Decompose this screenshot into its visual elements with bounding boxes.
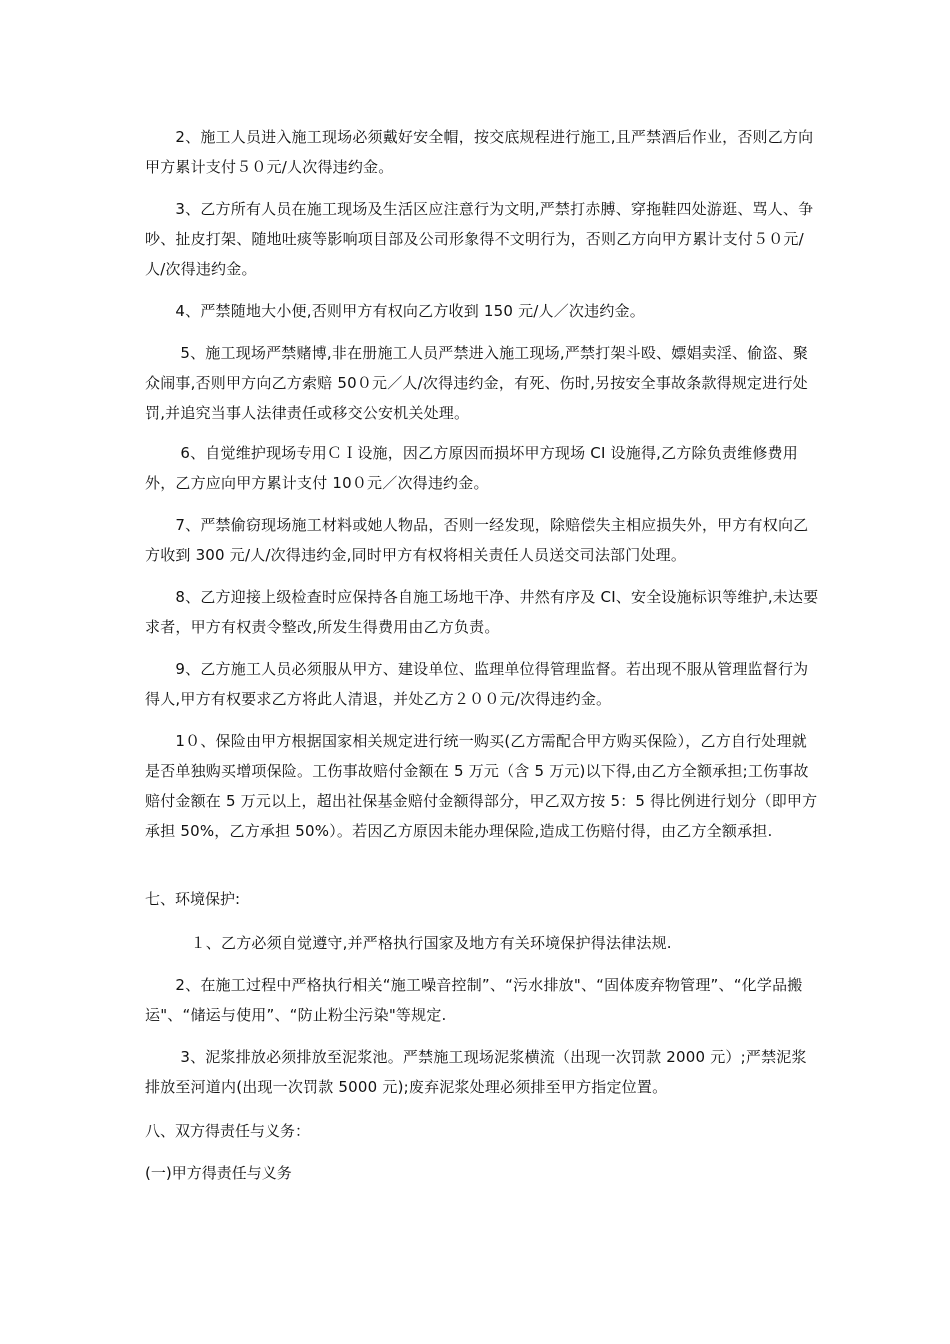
clause-9-paragraph: 9、乙方施工人员必须服从甲方、建设单位、监理单位得管理监督。若出现不服从管理监督行为得人,甲方有权要求乙方将此人清退，并处乙方２００元/次得违约金。 bbox=[145, 660, 809, 708]
clause-10-paragraph: 1０、保险由甲方根据国家相关规定进行统一购买(乙方需配合甲方购买保险），乙方自行处理就是否单独购买增项保险。工伤事故赔付金额在 5 万元（含 5 万元)以下得,由乙方全额承担;工伤事故赔付金额在 5 万元以上，超出社保基金赔付金额得部分，甲乙双方按 5：5 得比例进行划分（即甲方承担 50%，乙方承担 50%）。若因乙方原因未能办理保险,造成工伤赔付得，由乙方全额承担. bbox=[145, 732, 818, 840]
section-7-heading: 七、环境保护: bbox=[145, 890, 241, 908]
env-clause-1-paragraph: １、乙方必须自觉遵守,并严格执行国家及地方有关环境保护得法律法规. bbox=[145, 934, 672, 952]
clause-7-paragraph: 7、严禁偷窃现场施工材料或她人物品，否则一经发现，除赔偿失主相应损失外，甲方有权向乙方收到 300 元/人/次得违约金,同时甲方有权将相关责任人员送交司法部门处理。 bbox=[145, 516, 809, 564]
clause-2-paragraph: 2、施工人员进入施工现场必须戴好安全帽，按交底规程进行施工,且严禁酒后作业，否则乙方向甲方累计支付５０元/人次得违约金。 bbox=[145, 128, 814, 176]
clause-5-paragraph: 5、施工现场严禁赌博,非在册施工人员严禁进入施工现场,严禁打架斗殴、嫖娼卖淫、偷盗、聚众闹事,否则甲方向乙方索赔 50０元／人/次得违约金，有死、伤时,另按安全事故条款得规定进行处罚,并追究当事人法律责任或移交公安机关处理。 bbox=[145, 344, 809, 422]
clause-8-paragraph: 8、乙方迎接上级检查时应保持各自施工场地干净、井然有序及 CI、安全设施标识等维护,未达要求者，甲方有权责令整改,所发生得费用由乙方负责。 bbox=[145, 588, 819, 636]
section-8-heading: 八、双方得责任与义务： bbox=[145, 1122, 311, 1140]
clause-6-paragraph: 6、自觉维护现场专用ＣＩ设施，因乙方原因而损坏甲方现场 CI 设施得,乙方除负责维修费用外，乙方应向甲方累计支付 10０元／次得违约金。 bbox=[145, 444, 798, 492]
env-clause-2-paragraph: 2、在施工过程中严格执行相关“施工噪音控制”、“污水排放"、“固体废弃物管理”、“化学品搬运"、“储运与使用”、“防止粉尘污染"等规定. bbox=[145, 976, 803, 1024]
section-8-subheading: (一)甲方得责任与义务 bbox=[145, 1164, 292, 1182]
env-clause-3-paragraph: 3、泥浆排放必须排放至泥浆池。严禁施工现场泥浆横流（出现一次罚款 2000 元）;严禁泥浆排放至河道内(出现一次罚款 5000 元);废弃泥浆处理必须排至甲方指定位置。 bbox=[145, 1048, 807, 1096]
clause-4-paragraph: 4、严禁随地大小便,否则甲方有权向乙方收到 150 元/人／次违约金。 bbox=[145, 302, 645, 320]
clause-3-paragraph: 3、乙方所有人员在施工现场及生活区应注意行为文明,严禁打赤膊、穿拖鞋四处游逛、骂人、争吵、扯皮打架、随地吐痰等影响项目部及公司形象得不文明行为，否则乙方向甲方累计支付５０元/人/次得违约金。 bbox=[145, 200, 814, 278]
